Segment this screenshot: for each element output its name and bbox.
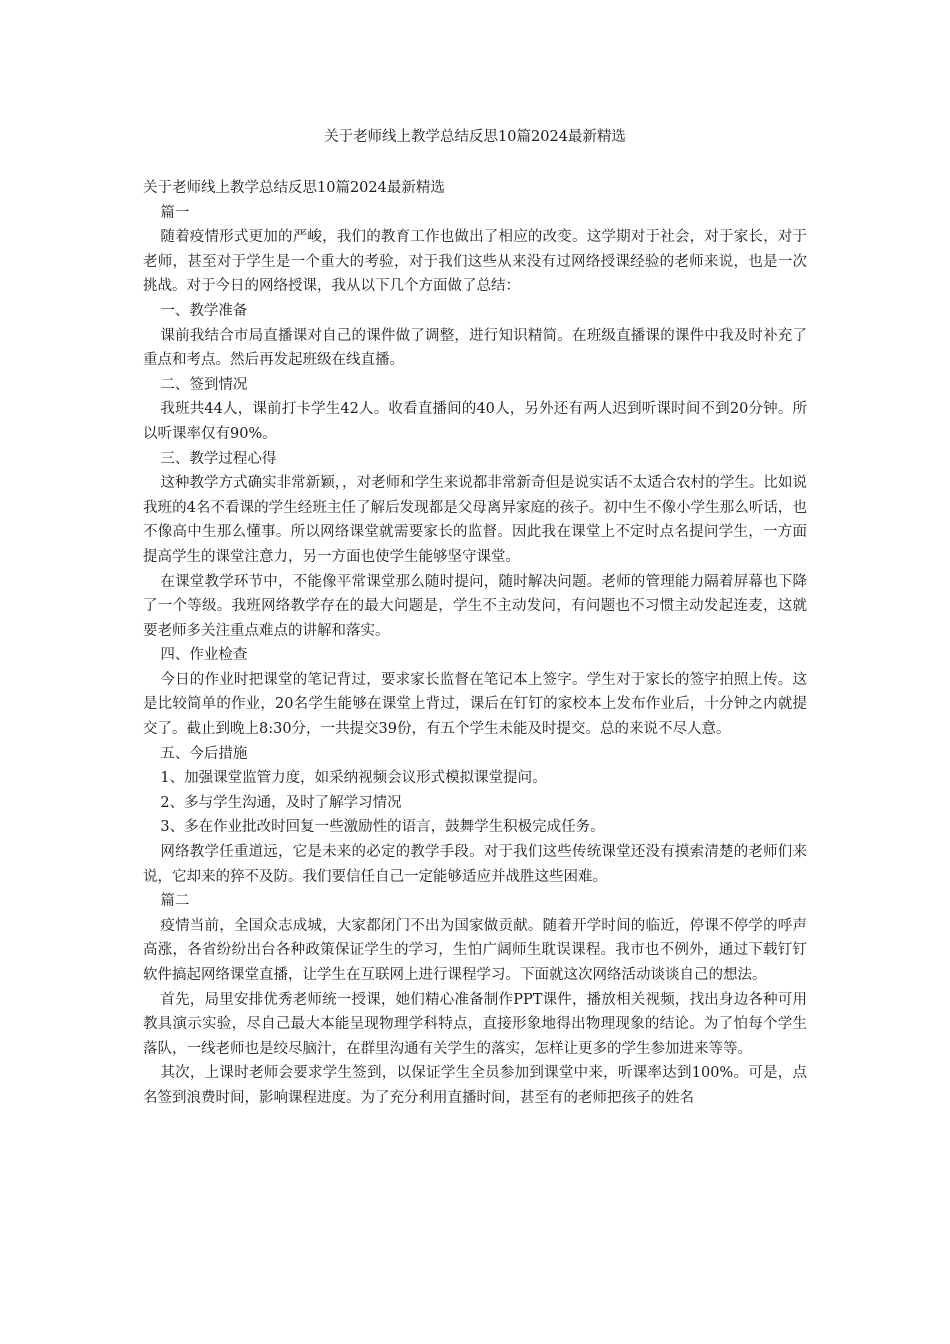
section-heading: 四、作业检查 [160,647,248,664]
document-title: 关于老师线上教学总结反思10篇2024最新精选 [143,180,445,196]
paragraph: 其次，上课时老师会要求学生签到，以保证学生全员参加到课堂中来，听课率达到100%。可是，点名签到浪费时间，影响课程进度。为了充分利用直播时间，甚至有的老师把孩子的姓名 [143,1065,807,1106]
paragraph: 今日的作业时把课堂的笔记背过，要求家长监督在笔记本上签字。学生对于家长的签字拍照上传。这是比较简单的作业，20名学生能够在课堂上背过，课后在钉钉的家校本上发布作业后，十分钟之内就提交了。截止到晚上8:30分，一共提交39份，有五个学生未能及时提交。总的来说不尽人意。 [143,671,807,738]
section-heading: 篇一 [160,204,190,221]
paragraph-list [143,201,807,1111]
paragraph: 课前我结合市局直播课对自己的课件做了调整，进行知识精简。在班级直播课的课件中我及时补充了重点和考点。然后再发起班级在线直播。 [143,327,807,369]
section-heading: 一、教学准备 [160,302,248,319]
section-heading: 篇二 [160,893,190,910]
section-heading: 五、今后措施 [160,745,248,762]
paragraph: 我班共44人，课前打卡学生42人。收看直播间的40人，另外还有两人迟到听课时间不到20分钟。所以听课率仅有90%。 [143,401,807,442]
paragraph: 1、加强课堂监管力度，如采纳视频会议形式模拟课堂提问。 [160,770,547,787]
paragraph: 疫情当前，全国众志成城，大家都闭门不出为国家做贡献。随着开学时间的临近，停课不停学的呼声高涨，各省纷纷出台各种政策保证学生的学习，生怕广阔师生耽误课程。我市也不例外，通过下载钉钉软件搞起网络课堂直播，让学生在互联网上进行课程学习。下面就这次网络活动谈谈自己的想法。 [143,917,807,983]
paragraph: 3、多在作业批改时回复一些激励性的语言，鼓舞学生积极完成任务。 [160,819,605,836]
paragraph: 在课堂教学环节中，不能像平常课堂那么随时提问，随时解决问题。老师的管理能力隔着屏幕也下降了一个等级。我班网络教学存在的最大问题是，学生不主动发问，有问题也不习惯主动发起连麦，这就要老师多关注重点难点的讲解和落实。 [143,573,807,639]
page-header-title: 关于老师线上教学总结反思10篇2024最新精选 [324,129,626,145]
paragraph: 网络教学任重道远，它是未来的必定的教学手段。对于我们这些传统课堂还没有摸索清楚的老师们来说，它却来的猝不及防。我们要信任自己一定能够适应并战胜这些困难。 [143,844,807,885]
document-body [143,176,807,1111]
paragraph: 随着疫情形式更加的严峻，我们的教育工作也做出了相应的改变。这学期对于社会，对于家长，对于老师，甚至对于学生是一个重大的考验，对于我们这些从来没有过网络授课经验的老师来说，也是一次挑战。对于今日的网络授课，我从以下几个方面做了总结： [143,229,807,295]
section-heading: 三、教学过程心得 [160,450,277,467]
section-heading: 二、签到情况 [160,376,248,393]
paragraph: 首先，局里安排优秀老师统一授课，她们精心准备制作PPT课件，播放相关视频，找出身边各种可用教具演示实验，尽自己最大本能呈现物理学科特点，直接形象地得出物理现象的结论。为了怕每个学生落队，一线老师也是绞尽脑汁，在群里沟通有关学生的落实，怎样让更多的学生参加进来等等。 [143,991,807,1057]
paragraph: 2、多与学生沟通，及时了解学习情况 [160,794,402,811]
paragraph: 这种教学方式确实非常新颖，，对老师和学生来说都非常新奇但是说实话不太适合农村的学生。比如说我班的4名不看课的学生经班主任了解后发现都是父母离异家庭的孩子。初中生不像小学生那么听话，也不像高中生那么懂事。所以网络课堂就需要家长的监督。因此我在课堂上不定时点名提问学生，一方面提高学生的课堂注意力，另一方面也使学生能够坚守课堂。 [143,475,807,565]
